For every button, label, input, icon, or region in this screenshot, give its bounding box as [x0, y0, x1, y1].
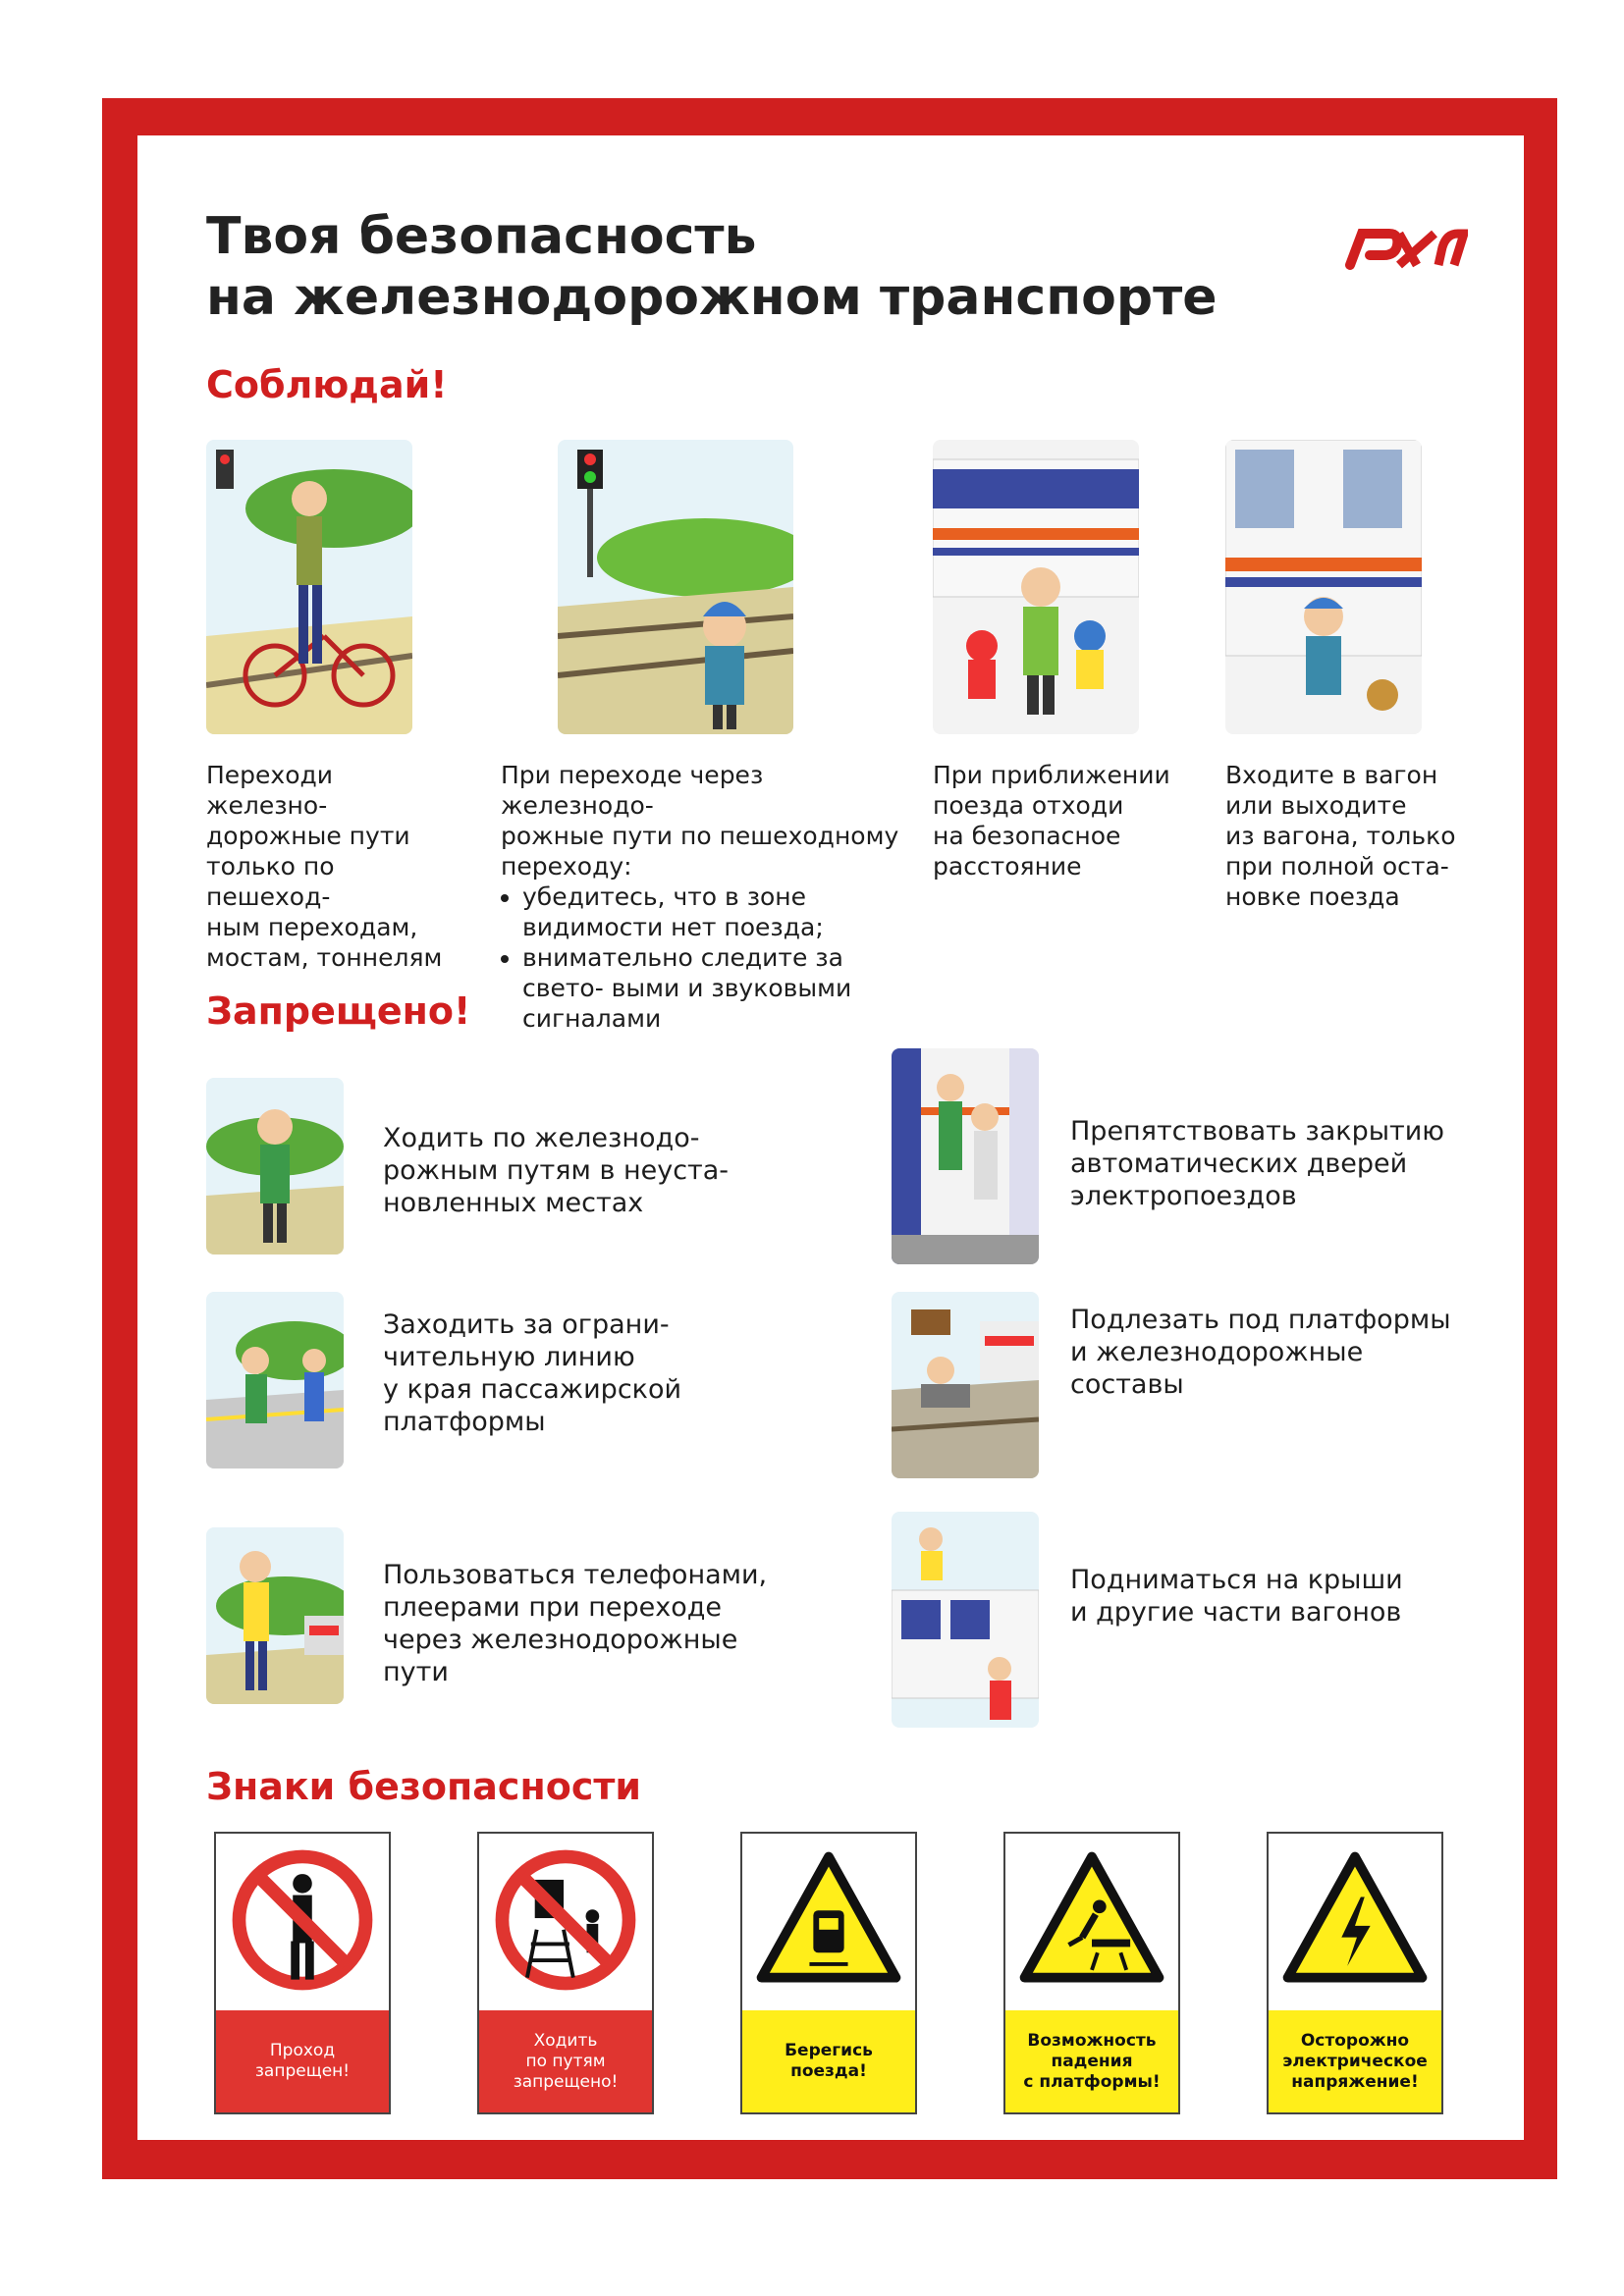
- illustration-train-roof: [892, 1512, 1039, 1728]
- illustration-platform-edge: [206, 1292, 344, 1468]
- illustration-under-platform: [892, 1292, 1039, 1478]
- title-line-1: Твоя безопасность: [206, 207, 757, 266]
- poster: [137, 135, 1524, 2140]
- observe-caption-2-list: [501, 881, 913, 1034]
- prohibition-person-icon: [216, 1834, 389, 2010]
- illustration-crossing-child: [558, 440, 793, 734]
- section-signs-heading: Знаки безопасности: [206, 1765, 641, 1808]
- observe-bullet-2: • внимательно следите за свето- выми и звуковыми сигналами: [522, 942, 913, 1034]
- rzd-logo-icon: [1340, 204, 1468, 283]
- observe-caption-4: Входите в вагон или выходите из вагона, только при полной оста- новке поезда: [1225, 761, 1456, 911]
- observe-caption-3: При приближении поезда отходи на безопасное расстояние: [933, 761, 1170, 881]
- title-line-2: на железнодорожном транспорте: [206, 268, 1218, 327]
- illustration-walking-tracks: [206, 1078, 344, 1255]
- prohibition-track-icon: [479, 1834, 652, 2010]
- sign-no-passage: [214, 1832, 391, 2114]
- sign-high-voltage: [1267, 1832, 1443, 2114]
- observe-caption-1: Переходи железно- дорожные пути только по пешеход- ным переходам, мостам, тоннелям: [206, 761, 443, 972]
- sign-beware-train: [740, 1832, 917, 2114]
- observe-caption-2-intro: При переходе через железнодо- рожные пути по пешеходному переходу:: [501, 761, 899, 881]
- section-forbidden-heading: Запрещено!: [206, 989, 471, 1033]
- warning-fall-icon: [1005, 1834, 1178, 2010]
- forbidden-text-3: Заходить за ограни- чительную линию у края пассажирской платформы: [383, 1309, 682, 1437]
- illustration-platform-train: [933, 440, 1139, 734]
- forbidden-text-5: Пользоваться телефонами, плеерами при переходе через железнодорожные пути: [383, 1560, 768, 1687]
- sign-fall-risk: [1003, 1832, 1180, 2114]
- forbidden-text-1: Ходить по железнодо- рожным путям в неуста- новленных местах: [383, 1123, 730, 1218]
- sign-label-4: Возможность падения с платформы!: [1005, 2010, 1178, 2112]
- observe-bullet-1: • убедитесь, что в зоне видимости нет поезда;: [522, 881, 913, 942]
- illustration-phone-crossing: [206, 1527, 344, 1704]
- forbidden-text-2: Препятствовать закрытию автоматических дверей электропоездов: [1070, 1116, 1445, 1211]
- page-title: [206, 206, 1218, 328]
- warning-train-icon: [742, 1834, 915, 2010]
- illustration-blocking-doors: [892, 1048, 1039, 1264]
- forbidden-text-4: Подлезать под платформы и железнодорожные составы: [1070, 1305, 1451, 1400]
- forbidden-text-6: Подниматься на крыши и другие части вагонов: [1070, 1565, 1403, 1628]
- observe-caption-2: [501, 760, 913, 1034]
- sign-label-2: Ходить по путям запрещено!: [479, 2010, 652, 2112]
- sign-label-1: Проход запрещен!: [216, 2010, 389, 2112]
- warning-voltage-icon: [1269, 1834, 1441, 2010]
- section-observe-heading: Соблюдай!: [206, 363, 448, 406]
- illustration-boarding: [1225, 440, 1422, 734]
- sign-label-3: Берегись поезда!: [742, 2010, 915, 2112]
- sign-label-5: Осторожно электрическое напряжение!: [1269, 2010, 1441, 2112]
- illustration-cyclist: [206, 440, 412, 734]
- sign-no-walking-tracks: [477, 1832, 654, 2114]
